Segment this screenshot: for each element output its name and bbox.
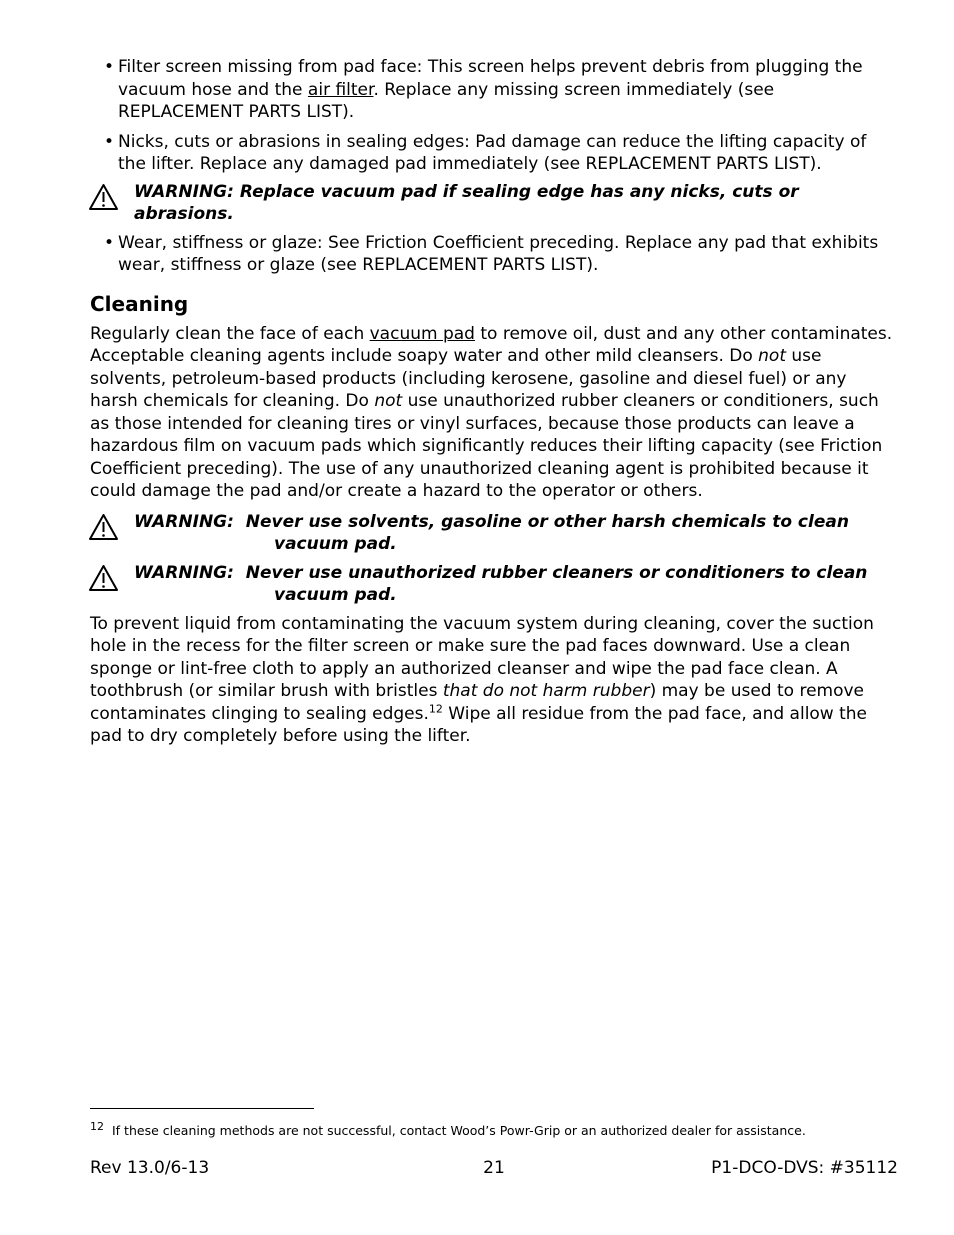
bullet-marker: • [104, 131, 115, 152]
paragraph-text: Regularly clean the face of each [90, 323, 370, 344]
page-number: 21 [483, 1158, 505, 1178]
warning-text: WARNING: Replace vacuum pad if sealing edge has any nicks, cuts or abrasions. [134, 181, 799, 224]
bullet-marker: • [104, 232, 115, 253]
warning-line [134, 562, 898, 585]
warning-replace-pad [90, 181, 898, 226]
warning-text: Never use solvents, gasoline or other harsh chemicals to clean [245, 511, 849, 532]
emphasis-not: not [374, 391, 403, 411]
bullet-nicks-cuts [90, 131, 898, 176]
footnote-reference[interactable]: 12 [428, 701, 443, 715]
bullet-text: Filter screen missing from pad face: This screen helps prevent debris from plugging the vacuum hose and the [118, 57, 863, 100]
warning-continuation: vacuum pad. [274, 585, 397, 605]
warning-continuation: vacuum pad. [274, 534, 397, 554]
bullet-text: Wear, stiffness or glaze: See Friction Coefficient preceding. Replace any pad that exhibits wear, stiffness or glaze (see REPLACEMENT PARTS LIST). [118, 232, 879, 275]
warning-label: WARNING: [134, 511, 234, 532]
footnote-text: If these cleaning methods are not successful, contact Wood’s Powr-Grip or an authorized dealer for assistance. [112, 1123, 806, 1138]
footnote-divider [90, 1108, 314, 1109]
bullet-wear-stiffness [90, 232, 898, 277]
paragraph-text: use unauthorized rubber cleaners or conditioners, such as those intended for cleaning tires or vinyl surfaces, because those products can leave a hazardous film on vacuum pads which significantly reduces their lifting capacity (see Friction Coefficient preceding). The use of any unauthorized cleaning agent is prohibited because it could damage the pad and/or create a hazard to the operator or others. [90, 391, 883, 501]
bullet-filter-screen [90, 56, 898, 124]
paragraph-text: Wipe all residue from the pad face, and allow the pad to dry completely before using the lifter. [90, 703, 868, 746]
warning-triangle-icon [88, 183, 119, 211]
vacuum-pad-link: vacuum pad [369, 323, 475, 344]
paragraph-text: ) may be used to remove contaminates clinging to sealing edges. [90, 681, 865, 724]
section-heading-cleaning: Cleaning [90, 291, 189, 316]
warning-text: Never use unauthorized rubber cleaners or conditioners to clean [245, 562, 868, 583]
footnote-number: 12 [90, 1119, 104, 1133]
paragraph-text: To prevent liquid from contaminating the vacuum system during cleaning, cover the suction hole in the recess for the filter screen or make sure the pad faces downward. Use a clean sponge or lint-free cloth to apply an authorized cleanser and wipe the pad face clean. A toothbrush (or similar brush with bristles [90, 613, 874, 701]
warning-triangle-icon [88, 564, 119, 592]
emphasis-not: not [758, 346, 786, 366]
warning-solvents [90, 511, 898, 556]
warning-label: WARNING: [134, 562, 234, 583]
bullet-text: Nicks, cuts or abrasions in sealing edges: Pad damage can reduce the lifting capacity of the lifter. Replace any damaged pad immediately (see REPLACEMENT PARTS LIST). [118, 131, 867, 174]
footnote [90, 1119, 806, 1140]
bullet-marker: • [104, 57, 115, 77]
document-id: P1-DCO-DVS: #35112 [711, 1158, 898, 1178]
air-filter-link: air filter [307, 79, 374, 100]
warning-line [134, 511, 898, 534]
document-body [90, 56, 898, 756]
cleaning-paragraph-2 [90, 613, 898, 748]
warning-triangle-icon [88, 513, 119, 541]
paragraph-text: to remove oil, dust and any other contaminates. Acceptable cleaning agents include soapy water and other mild cleansers. Do [90, 323, 893, 366]
revision-label: Rev 13.0/6-13 [90, 1158, 210, 1178]
cleaning-paragraph-1 [90, 323, 898, 503]
bullet-text: . Replace any missing screen immediately (see REPLACEMENT PARTS LIST). [118, 79, 775, 122]
emphasis-italic: that do not harm rubber [442, 681, 650, 701]
paragraph-text: use solvents, petroleum-based products (including kerosene, gasoline and diesel fuel) or any harsh chemicals for cleaning. Do [90, 346, 847, 411]
warning-rubber-cleaners [90, 562, 898, 607]
